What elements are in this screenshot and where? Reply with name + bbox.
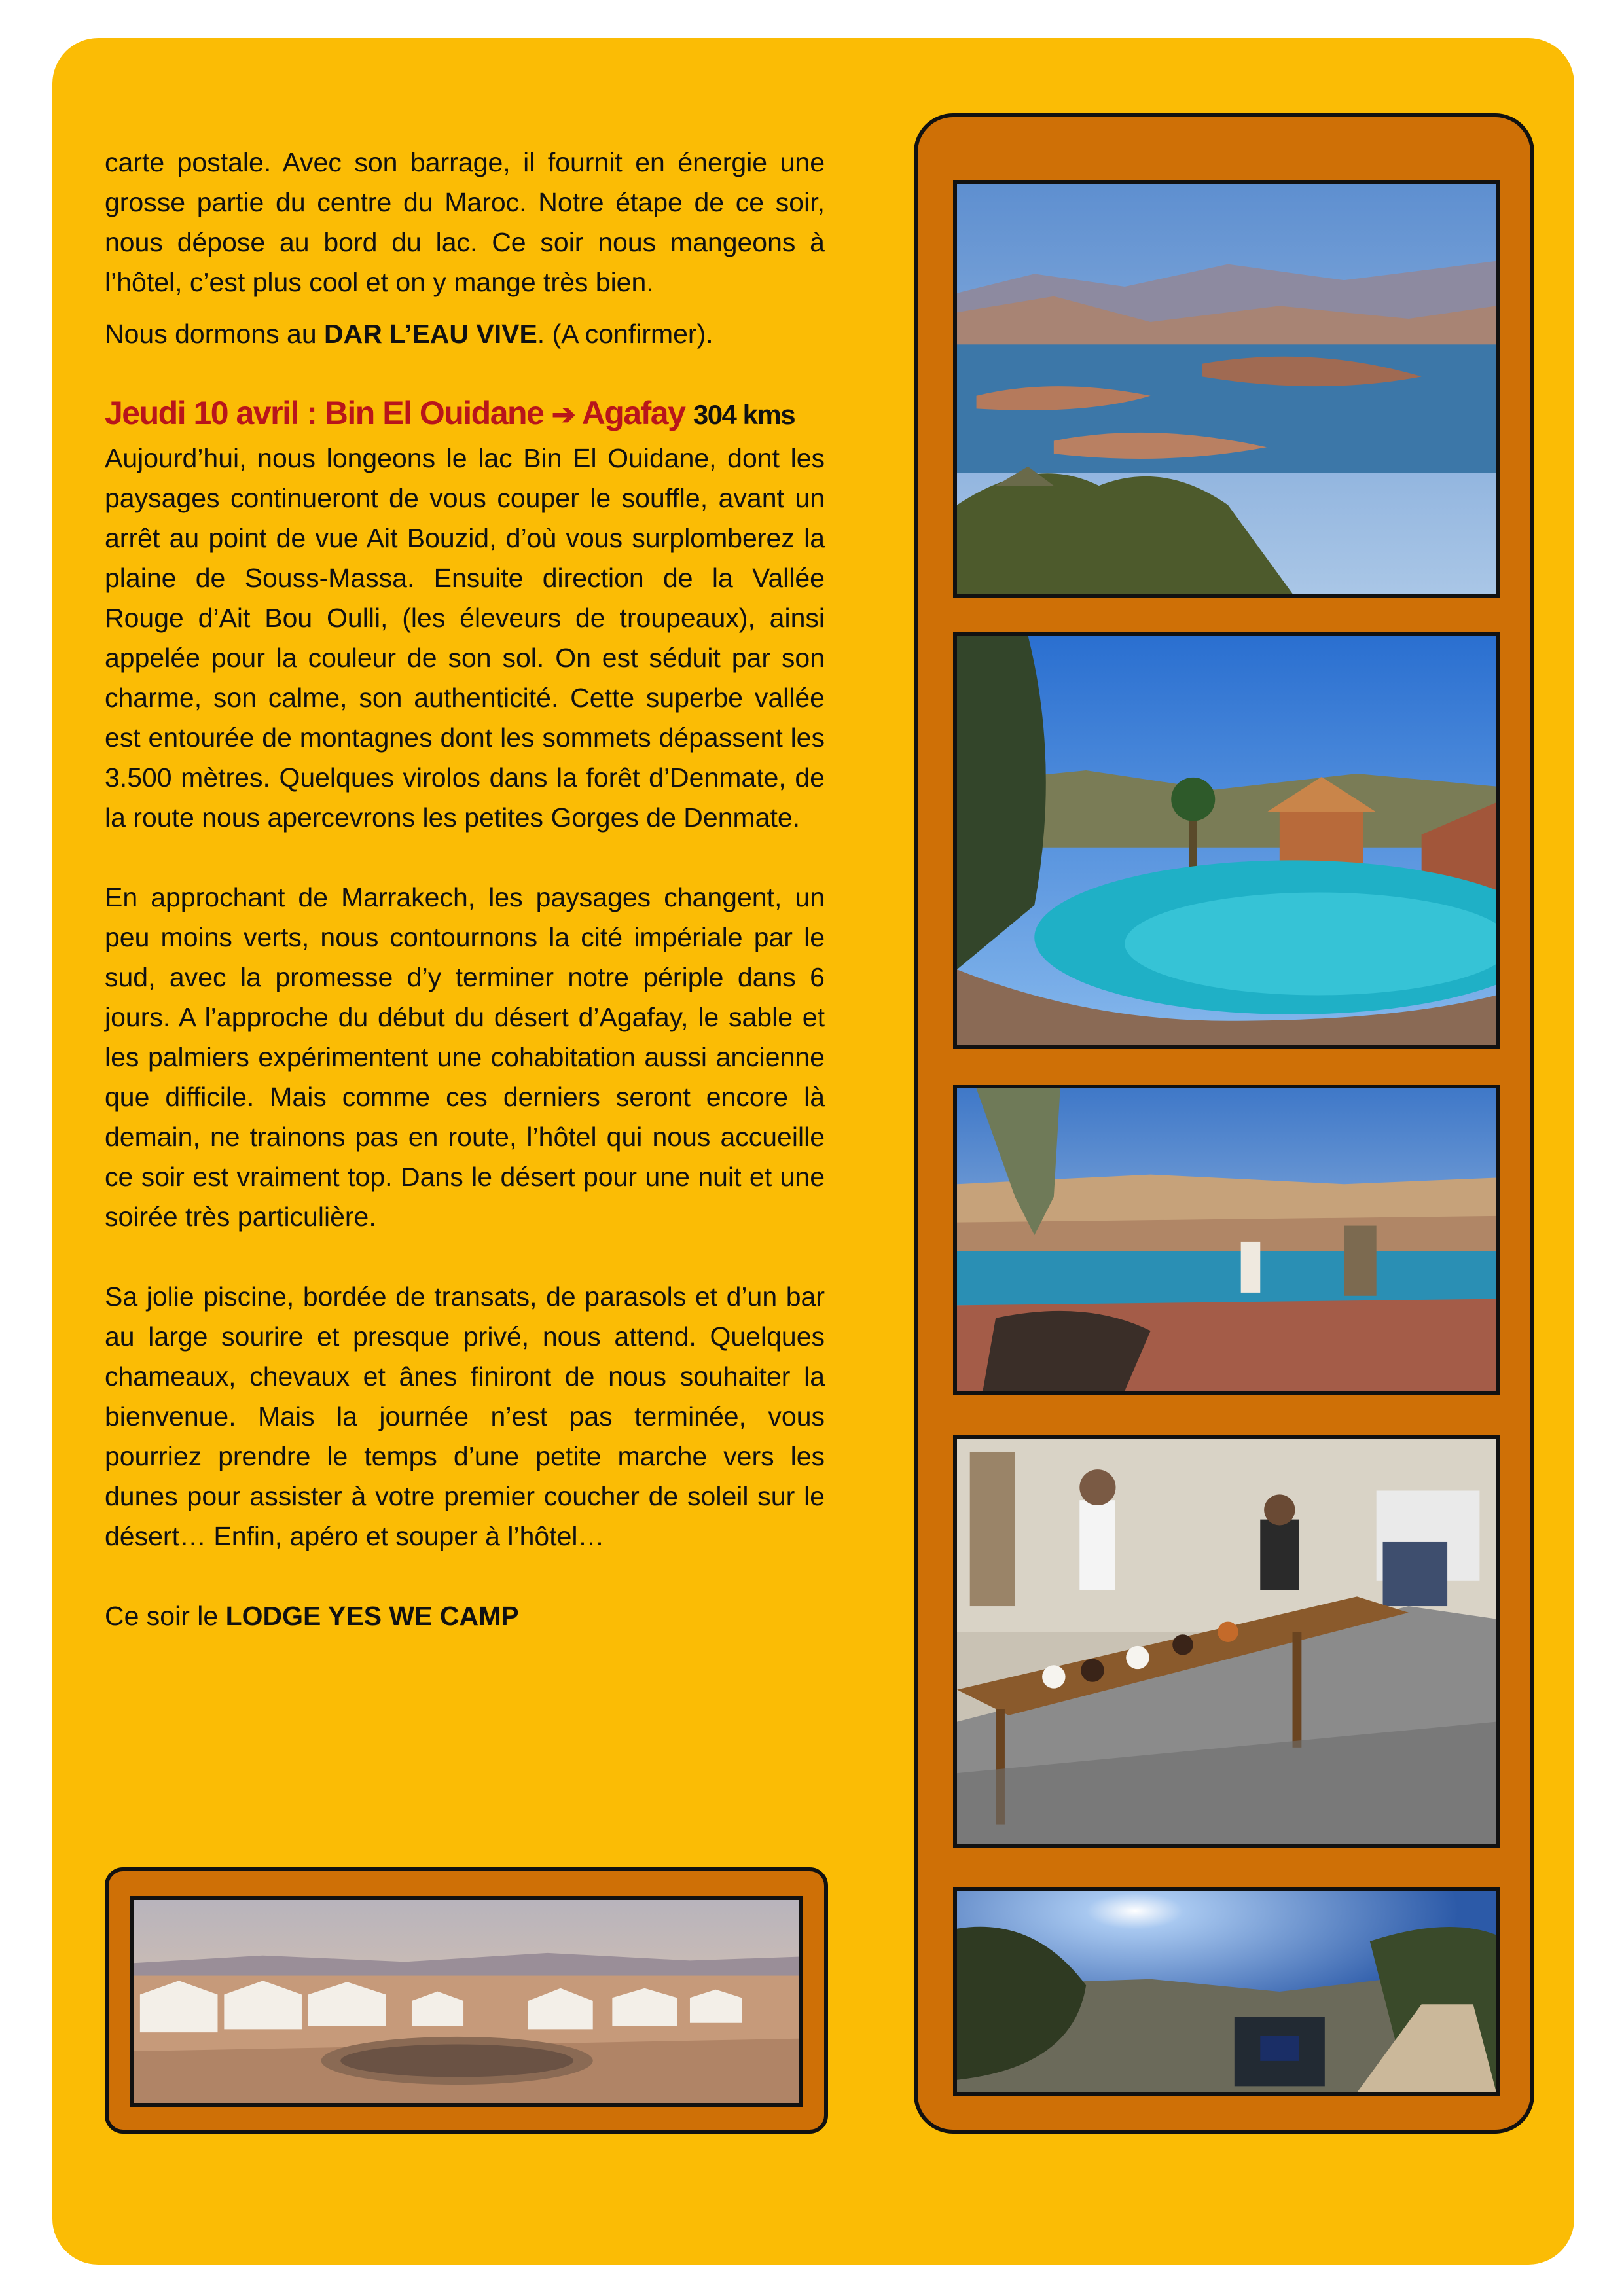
heading-distance: 304 kms [693,399,795,430]
lodge-name: LODGE YES WE CAMP [225,1601,519,1631]
lodge-prefix: Ce soir le [105,1601,226,1631]
heading-day: Jeudi 10 avril : Bin El Ouidane [105,395,544,431]
hotel-prefix: Nous dormons au [105,319,325,349]
paragraph-marrakech: En approchant de Marrakech, les paysages changent, un peu moins verts, nous contournons la cité impériale par le sud, avec la promesse d’y terminer notre périple dans 6 jours. A l’approche du début du désert d’Agafay, le sable et les palmiers expérimentent une cohabitation aussi ancienne que difficile. Mais comme ces derniers seront encore là demain, ne trainons pas en route, l’hôtel qui nous accueille ce soir est vraiment top. Dans le désert pour une nuit et une soirée très particulière. [105,882,825,1232]
photo-pool-valley [953,632,1500,1049]
hotel-suffix: . (A confirmer). [537,319,713,349]
text-column [105,143,825,1636]
paragraph-pool: Sa jolie piscine, bordée de transats, de parasols et d’un bar au large sourire et presque privé, nous attend. Quelques chameaux, chevaux et ânes finiront de nous souhaiter la bienvenue. Mais la journée n’est pas terminée, vous pourriez prendre le temps d’une petite marche vers les dunes pour assister à votre premier coucher de soleil sur le désert… Enfin, apéro et souper à l’hôtel… [105,1282,825,1551]
photo-tent-camp [130,1896,803,2107]
photo-buffet [953,1435,1500,1848]
paragraph-intro: carte postale. Avec son barrage, il fournit en énergie une grosse partie du centre du Maroc. Notre étape de ce soir, nous dépose au bord du lac. Ce soir nous mangeons à l’hôtel, c’est plus cool et on y mange très bien. [105,147,825,297]
photo-mountain-road [953,1887,1500,2096]
paragraph-hotel [105,314,825,354]
heading-destination: Agafay [581,395,685,431]
photo-desert-pool [953,1085,1500,1395]
arrow-icon: ➔ [551,399,575,431]
photo-lake [953,180,1500,598]
paragraph-lodge [105,1596,825,1636]
paragraph-route: Aujourd’hui, nous longeons le lac Bin El Ouidane, dont les paysages continueront de vous couper le souffle, avant un arrêt au point de vue Ait Bouzid, d’où vous surplomberez la plaine de Souss-Massa. Ensuite direction de la Vallée Rouge d’Ait Bou Oulli, (les éleveurs de troupeaux), ainsi appelée pour la couleur de son sol. On est séduit par son charme, son calme, son authenticité. Cette superbe vallée est entourée de montagnes dont les sommets dépassent les 3.500 mètres. Quelques virolos dans la forêt d’Denmate, de la route nous apercevrons les petites Gorges de Denmate. [105,443,825,833]
day-heading [105,393,825,435]
hotel-name: DAR L’EAU VIVE [324,319,537,349]
